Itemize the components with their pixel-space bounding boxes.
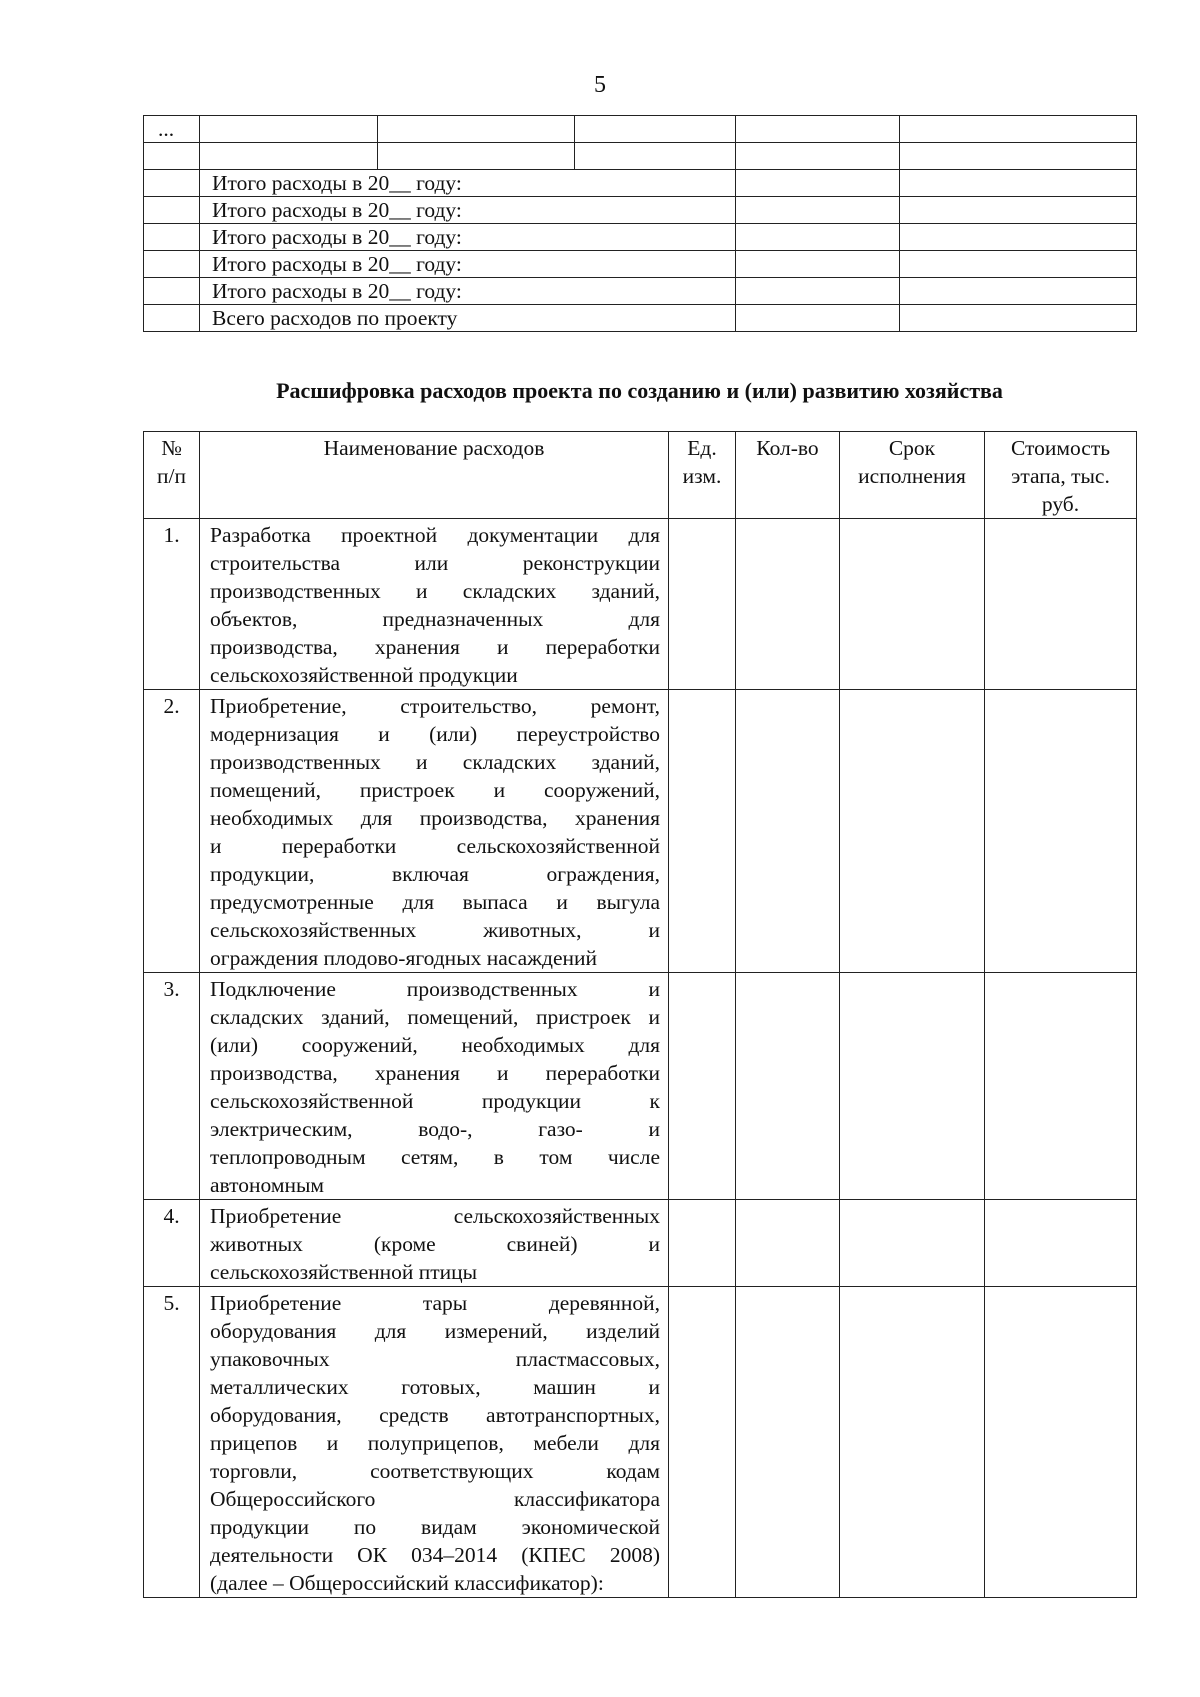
expense-name-line: сельскохозяйственной продукции	[210, 663, 518, 687]
empty-cell	[985, 690, 1137, 973]
empty-cell	[840, 519, 985, 690]
header-cost	[985, 432, 1137, 519]
header-term-line1: Срок	[888, 436, 936, 460]
header-cost-line1: Стоимость	[1010, 436, 1111, 460]
expense-name-line: ограждения плодово-ягодных насаждений	[210, 946, 598, 970]
expense-name-line: прицепов и полуприцепов, мебели для	[210, 1431, 660, 1455]
expense-name-line: продукции, включая ограждения,	[210, 862, 660, 886]
empty-cell	[144, 197, 200, 224]
empty-cell	[840, 1200, 985, 1287]
empty-cell	[378, 143, 575, 170]
empty-cell	[736, 519, 840, 690]
expense-name-line: складских зданий, помещений, пристроек и	[210, 1005, 660, 1029]
empty-cell	[900, 143, 1137, 170]
expense-name-line: электрическим, водо-, газо- и	[210, 1117, 660, 1141]
expense-name	[200, 973, 669, 1200]
header-term-line2: исполнения	[858, 464, 966, 488]
section-title: Расшифровка расходов проекта по созданию и (или) развитию хозяйства	[276, 378, 1003, 403]
empty-cell	[736, 973, 840, 1200]
empty-cell	[736, 251, 900, 278]
expense-name-line: производственных и складских зданий,	[210, 750, 660, 774]
table-row	[144, 1200, 1137, 1287]
expense-name-line: оборудования, средств автотранспортных,	[210, 1403, 660, 1427]
row-number: 2.	[144, 690, 200, 973]
empty-cell	[736, 305, 900, 332]
empty-cell	[144, 305, 200, 332]
expense-name-line: упаковочных пластмассовых,	[210, 1347, 660, 1371]
header-qty: Кол-во	[736, 432, 840, 519]
expense-name	[200, 1200, 669, 1287]
expense-name-line: Разработка проектной документации для	[210, 523, 660, 547]
table-row	[144, 1287, 1137, 1598]
expense-name-line: (далее – Общероссийский классификатор):	[210, 1571, 604, 1595]
header-cost-line3: руб.	[1041, 492, 1080, 516]
empty-cell	[669, 519, 736, 690]
empty-cell	[736, 197, 900, 224]
table-row	[144, 251, 1137, 278]
empty-cell	[736, 1287, 840, 1598]
empty-cell	[575, 143, 736, 170]
expense-name-line: (или) сооружений, необходимых для	[210, 1033, 660, 1057]
table-row	[144, 224, 1137, 251]
expense-name-line: предусмотренные для выпаса и выгула	[210, 890, 660, 914]
expense-name-line: продукции по видам экономической	[210, 1515, 660, 1539]
expense-name-line: теплопроводным сетям, в том числе	[210, 1145, 660, 1169]
header-unit	[669, 432, 736, 519]
empty-cell	[144, 143, 200, 170]
grand-total-label: Всего расходов по проекту	[200, 305, 736, 332]
empty-cell	[840, 973, 985, 1200]
empty-cell	[669, 1287, 736, 1598]
table-row	[144, 116, 1137, 143]
header-cost-line2: этапа, тыс.	[1011, 464, 1110, 488]
expense-name-line: помещений, пристроек и сооружений,	[210, 778, 660, 802]
header-num	[144, 432, 200, 519]
expense-name-line: и переработки сельскохозяйственной	[210, 834, 660, 858]
total-year-label: Итого расходы в 20__ году:	[200, 224, 736, 251]
empty-cell	[900, 224, 1137, 251]
empty-cell	[736, 116, 900, 143]
empty-cell	[669, 1200, 736, 1287]
table-row	[144, 519, 1137, 690]
page-number: 5	[594, 72, 606, 98]
expense-name-line: Приобретение, строительство, ремонт,	[210, 694, 660, 718]
expense-name-line: Общероссийского классификатора	[210, 1487, 660, 1511]
expense-name	[200, 690, 669, 973]
empty-cell	[144, 224, 200, 251]
expense-name-line: сельскохозяйственной продукции к	[210, 1089, 660, 1113]
total-year-label: Итого расходы в 20__ году:	[200, 197, 736, 224]
empty-cell	[840, 690, 985, 973]
expense-name-line: Приобретение тары деревянной,	[210, 1291, 660, 1315]
header-term	[840, 432, 985, 519]
expense-name-line: Приобретение сельскохозяйственных	[210, 1204, 660, 1228]
expense-name-line: производства, хранения и переработки	[210, 635, 660, 659]
expense-name-line: металлических готовых, машин и	[210, 1375, 660, 1399]
total-year-label: Итого расходы в 20__ году:	[200, 251, 736, 278]
empty-cell	[669, 690, 736, 973]
empty-cell	[736, 278, 900, 305]
expense-name	[200, 1287, 669, 1598]
header-num-line2: п/п	[157, 464, 186, 488]
empty-cell	[985, 1200, 1137, 1287]
expense-rows	[144, 519, 1137, 1598]
empty-cell	[900, 305, 1137, 332]
empty-cell	[144, 170, 200, 197]
expense-name-line: необходимых для производства, хранения	[210, 806, 660, 830]
empty-cell	[736, 690, 840, 973]
empty-cell	[669, 973, 736, 1200]
table-row	[144, 170, 1137, 197]
ellipsis-cell: ...	[144, 116, 200, 143]
row-number: 3.	[144, 973, 200, 1200]
expense-name-line: производственных и складских зданий,	[210, 579, 660, 603]
empty-cell	[985, 973, 1137, 1200]
expense-name-line: оборудования для измерений, изделий	[210, 1319, 660, 1343]
empty-cell	[736, 1200, 840, 1287]
expense-name-line: торговли, соответствующих кодам	[210, 1459, 660, 1483]
expense-name-line: животных (кроме свиней) и	[210, 1232, 660, 1256]
header-num-line1: №	[161, 436, 182, 460]
empty-cell	[900, 170, 1137, 197]
expense-name	[200, 519, 669, 690]
table-row	[144, 973, 1137, 1200]
total-year-label: Итого расходы в 20__ году:	[200, 278, 736, 305]
row-number: 4.	[144, 1200, 200, 1287]
empty-cell	[144, 251, 200, 278]
empty-cell	[900, 251, 1137, 278]
empty-cell	[840, 1287, 985, 1598]
expense-name-line: автономным	[210, 1173, 325, 1197]
expense-name-line: деятельности ОК 034–2014 (КПЕС 2008)	[210, 1543, 660, 1567]
table-row	[144, 305, 1137, 332]
expense-name-line: производства, хранения и переработки	[210, 1061, 660, 1085]
header-unit-line2: изм.	[682, 464, 722, 488]
expense-name-line: модернизация и (или) переустройство	[210, 722, 660, 746]
row-number: 5.	[144, 1287, 200, 1598]
table-row	[144, 143, 1137, 170]
expense-name-line: Подключение производственных и	[210, 977, 660, 1001]
empty-cell	[736, 143, 900, 170]
empty-cell	[200, 116, 378, 143]
empty-cell	[736, 170, 900, 197]
table-row	[144, 690, 1137, 973]
empty-cell	[575, 116, 736, 143]
empty-cell	[985, 1287, 1137, 1598]
table-row	[144, 197, 1137, 224]
expense-name-line: строительства или реконструкции	[210, 551, 660, 575]
row-number: 1.	[144, 519, 200, 690]
header-row	[144, 432, 1137, 519]
expense-name-line: сельскохозяйственных животных, и	[210, 918, 660, 942]
expense-table	[143, 431, 1137, 1598]
empty-cell	[900, 116, 1137, 143]
empty-cell	[985, 519, 1137, 690]
total-year-label: Итого расходы в 20__ году:	[200, 170, 736, 197]
empty-cell	[900, 197, 1137, 224]
header-name: Наименование расходов	[200, 432, 669, 519]
empty-cell	[736, 224, 900, 251]
empty-cell	[900, 278, 1137, 305]
expense-name-line: сельскохозяйственной птицы	[210, 1260, 478, 1284]
header-unit-line1: Ед.	[687, 436, 717, 460]
expense-name-line: объектов, предназначенных для	[210, 607, 660, 631]
table-row	[144, 278, 1137, 305]
summary-table	[143, 115, 1137, 332]
empty-cell	[378, 116, 575, 143]
empty-cell	[144, 278, 200, 305]
empty-cell	[200, 143, 378, 170]
